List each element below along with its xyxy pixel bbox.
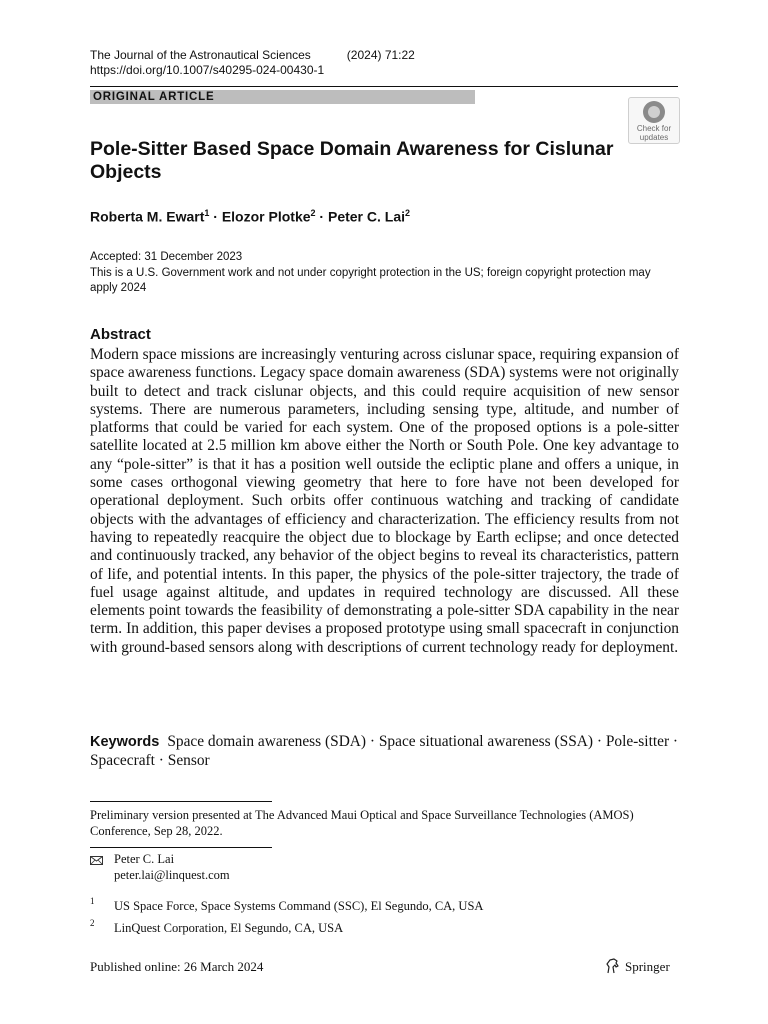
author-name: Peter C. Lai bbox=[327, 208, 406, 225]
preliminary-note: Preliminary version presented at The Advanced Maui Optical and Space Surveillance Technologies (AMOS) Conference, Sep 28, 2022. bbox=[90, 808, 634, 838]
copyright-notice: This is a U.S. Government work and not under copyright protection in the US; foreign copyright protection may apply 2024 bbox=[90, 267, 651, 294]
check-updates-icon bbox=[643, 101, 665, 123]
keywords-text: Space domain awareness (SDA) · Space situational awareness (SSA) · Pole-sitter · Spacecraft · Sensor bbox=[90, 733, 679, 769]
abstract-heading: Abstract bbox=[90, 326, 151, 343]
affiliation-number: 2 bbox=[90, 918, 95, 928]
author-list: Roberta M. Ewart$^1$ · Elozor Plotke$^2$ · Peter C. Lai$^2$ bbox=[90, 208, 411, 225]
affiliation-number: 1 bbox=[90, 896, 95, 906]
footnote-rule bbox=[90, 801, 272, 802]
article-type-label: ORIGINAL ARTICLE bbox=[93, 91, 215, 103]
published-date: Published online: 26 March 2024 bbox=[90, 959, 264, 974]
keywords-block bbox=[90, 733, 679, 770]
journal-name: The Journal of the Astronautical Sciences bbox=[90, 48, 311, 62]
check-updates-label: Check for updates bbox=[636, 124, 672, 142]
corresponding-author-email[interactable]: peter.lai@linquest.com bbox=[114, 868, 230, 882]
author-name: Roberta M. Ewart bbox=[90, 208, 205, 225]
affiliation-1: US Space Force, Space Systems Command (SSC), El Segundo, CA, USA bbox=[114, 899, 484, 913]
affiliation-2: LinQuest Corporation, El Segundo, CA, USA bbox=[114, 921, 344, 935]
corresponding-author-name: Peter C. Lai bbox=[114, 852, 175, 866]
author-affiliation-mark: 1 bbox=[204, 208, 210, 218]
journal-volume: (2024) 71:22 bbox=[346, 48, 415, 62]
journal-header bbox=[90, 48, 415, 62]
author-affiliation-mark: 2 bbox=[310, 208, 316, 218]
author-name: Elozor Plotke bbox=[221, 208, 311, 225]
paper-title: Pole-Sitter Based Space Domain Awareness for Cislunar Objects bbox=[90, 138, 614, 183]
footnote-rule bbox=[90, 847, 272, 848]
doi-link[interactable]: https://doi.org/10.1007/s40295-024-00430-1 bbox=[90, 63, 325, 77]
abstract-text: Modern space missions are increasingly venturing across cislunar space, requiring expansion of space awareness functions. Legacy space domain awareness (SDA) systems were not originally built to detect and track cislunar objects, and this could require acquisition of new sensor systems. There are numerous parameters, including sensing type, altitude, and number of platforms that could be varied for each system. One of the proposed options is a pole-sitter satellite located at 2.5 million km above either the North or South Pole. One key advantage to any “pole-sitter” is that it has a position well outside the ecliptic plane and offers a unique, in some cases orthogonal viewing geometry that here to fore have not been developed for operational deployment. Such orbits offer continuous watching and tracking of candidate objects with the advantages of efficiency and characterization. The efficiency results from not having to repeatedly reacquire the object due to blockage by Earth eclipse; and once detected and continuously tracked, any behavior of the object begins to reveal its characteristics, pattern of life, and potential intents. In this paper, the physics of the pole-sitter trajectory, the trade of fuel usage against altitude, and updates in required technology are discussed. All these elements point towards the feasibility of demonstrating a pole-sitter SDA capability in the near term. In addition, this paper devises a proposed prototype using small spacecraft in conjunction with ground-based sensors along with descriptions of current technology ready for deployment. bbox=[90, 346, 679, 656]
publisher-name: Springer bbox=[625, 959, 670, 974]
accepted-date: Accepted: 31 December 2023 bbox=[90, 251, 243, 263]
author-affiliation-mark: 2 bbox=[405, 208, 411, 218]
springer-horse-icon bbox=[604, 957, 622, 975]
envelope-icon bbox=[90, 856, 103, 865]
check-for-updates-button[interactable] bbox=[628, 97, 680, 144]
keywords-label: Keywords bbox=[90, 734, 160, 750]
header-rule bbox=[90, 86, 678, 87]
